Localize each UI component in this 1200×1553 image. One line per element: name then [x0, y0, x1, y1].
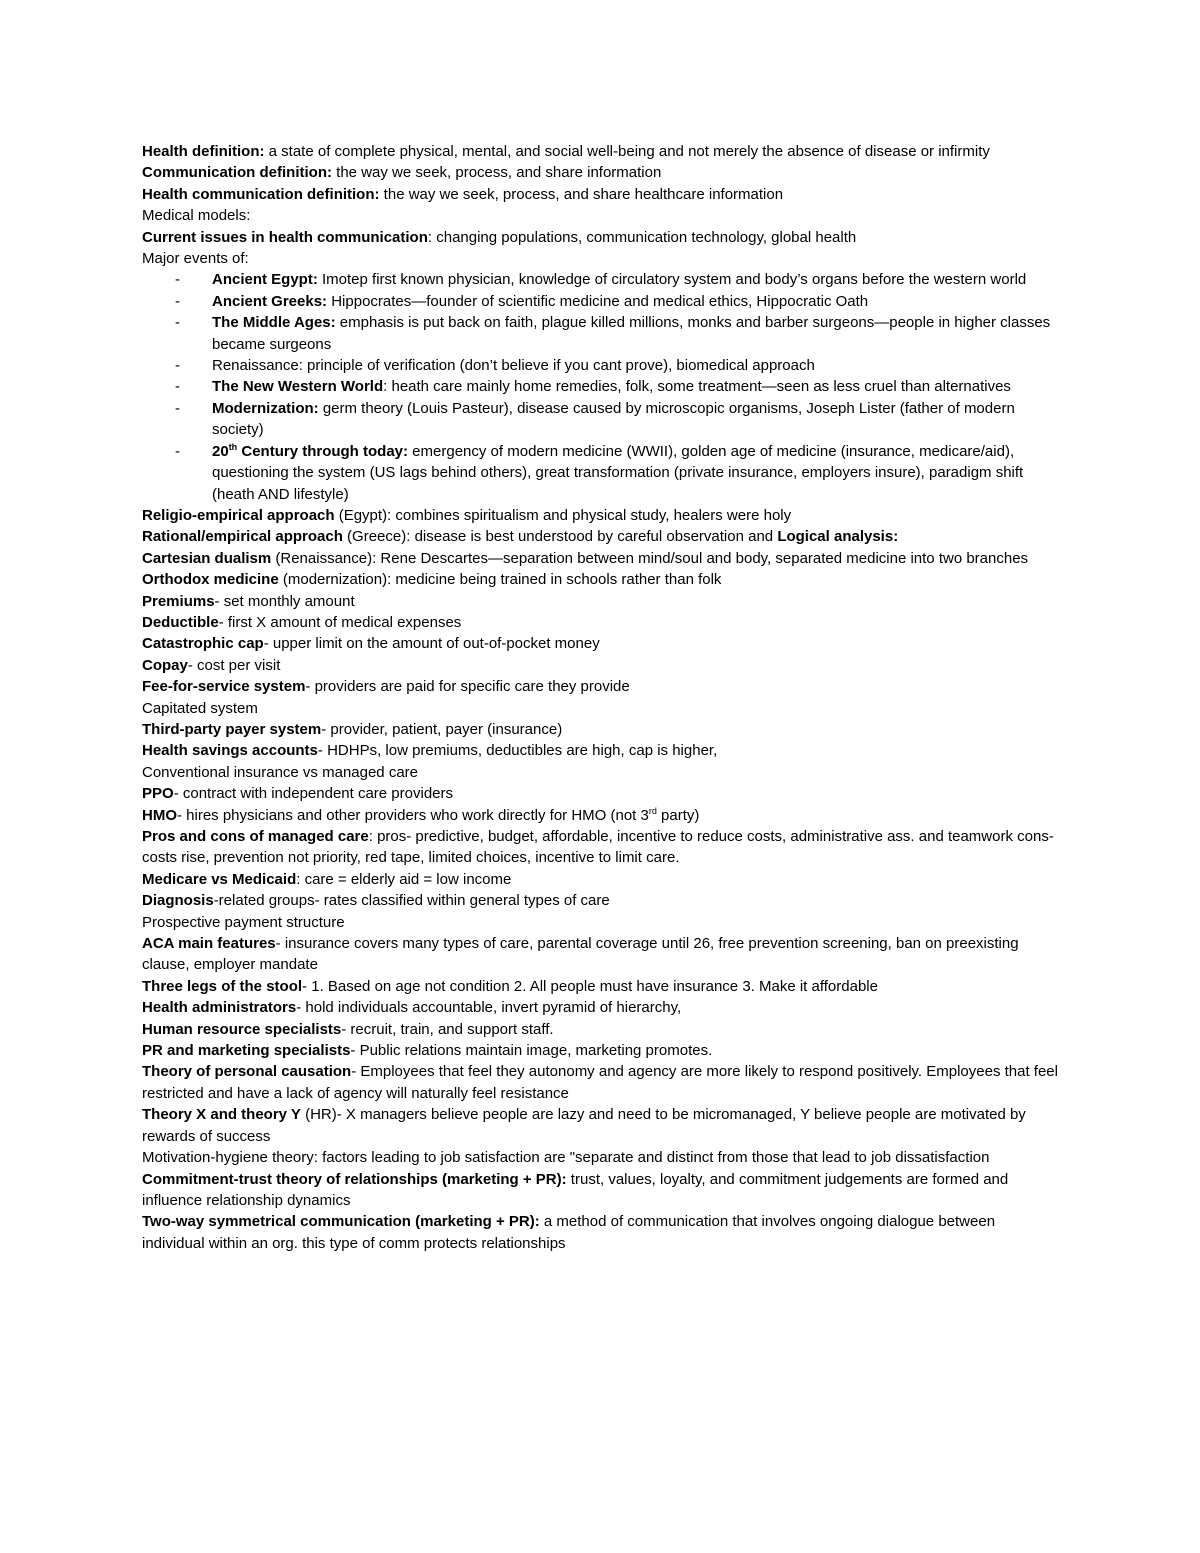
- definition-text: Hippocrates—founder of scientific medicine and medical ethics, Hippocratic Oath: [327, 292, 869, 310]
- definition-text: : heath care mainly home remedies, folk, some treatment—seen as less cruel than alternatives: [383, 378, 1011, 396]
- term: Pros and cons of managed care: [142, 828, 369, 845]
- event-item: [175, 269, 1060, 290]
- definition-text: - providers are paid for specific care they provide: [305, 678, 630, 696]
- term: Health savings accounts: [142, 742, 318, 760]
- event-item: [175, 376, 1060, 397]
- term: Rational/empirical approach: [142, 528, 343, 546]
- dash-bullet: -: [175, 314, 180, 332]
- definition-text: - hires physicians and other providers who work directly for HMO (not 3: [177, 806, 649, 824]
- term-rest: Century through today:: [237, 442, 409, 460]
- note-line: [142, 227, 1060, 248]
- definition-text: - hold individuals accountable, invert pyramid of hierarchy,: [296, 999, 682, 1017]
- term: Third-party payer system: [142, 720, 322, 738]
- term: Ancient Greeks:: [212, 292, 328, 310]
- definition-text: - Public relations maintain image, marketing promotes.: [350, 1042, 713, 1060]
- event-item: [175, 441, 1060, 505]
- definition-text: Conventional insurance vs managed care: [142, 763, 418, 781]
- definition-text: emergency of modern medicine (WWII), golden age of medicine (insurance, medicare/aid), questioning the system (US lags behind others), great transformation (private insurance, employers insure), paradigm shift (heath AND lifestyle): [212, 442, 1024, 503]
- note-line: [142, 997, 1060, 1018]
- event-item: [175, 398, 1060, 441]
- definition-text: - 1. Based on age not condition 2. All people must have insurance 3. Make it affordable: [302, 977, 878, 995]
- term: Orthodox medicine: [142, 571, 279, 589]
- definition-text: (Egypt): combines spiritualism and physical study, healers were holy: [334, 506, 792, 524]
- term: Health definition:: [142, 143, 265, 160]
- definition-text: - contract with independent care providers: [173, 785, 454, 803]
- definition-text: - insurance covers many types of care, parental coverage until 26, free prevention screening, ban on preexisting clause, employer mandate: [142, 935, 1019, 974]
- term: Premiums: [142, 592, 215, 610]
- term: The New Western World: [212, 378, 384, 396]
- definition-text: - provider, patient, payer (insurance): [321, 720, 563, 738]
- definition-text: emphasis is put back on faith, plague killed millions, monks and barber surgeons—people in higher classes became surgeons: [212, 314, 1051, 353]
- dash-bullet: -: [175, 271, 180, 289]
- term: Communication definition:: [142, 164, 332, 182]
- event-item: [175, 291, 1060, 312]
- term: Commitment-trust theory of relationships (marketing + PR):: [142, 1170, 567, 1188]
- definition-text: - Employees that feel they autonomy and agency are more likely to respond positively. Employees that feel restricted and have a lack of agency will naturally feel resistance: [142, 1063, 1058, 1102]
- term: Human resource specialists: [142, 1020, 342, 1038]
- note-line: [142, 633, 1060, 654]
- note-line: [142, 676, 1060, 697]
- note-line: [142, 698, 1060, 719]
- definition-text: the way we seek, process, and share information: [331, 164, 662, 182]
- definition-text: party): [656, 806, 700, 824]
- term: HMO: [142, 806, 177, 824]
- definition-text: a method of communication that involves ongoing dialogue between individual within an org. this type of comm protects relationships: [142, 1213, 996, 1252]
- term: Health communication definition:: [142, 185, 380, 203]
- term: Deductible: [142, 613, 219, 631]
- definition-text: -related groups- rates classified within general types of care: [213, 892, 610, 910]
- note-line: [142, 612, 1060, 633]
- definition-text: : changing populations, communication technology, global health: [427, 228, 857, 246]
- note-line: [142, 1040, 1060, 1061]
- event-item: [175, 355, 1060, 376]
- note-line: [142, 526, 1060, 547]
- event-item: [175, 312, 1060, 355]
- term: Diagnosis: [142, 892, 214, 910]
- note-line: [142, 740, 1060, 761]
- note-line: [142, 548, 1060, 569]
- term: Current issues in health communication: [142, 228, 428, 246]
- term: Medicare vs Medicaid: [142, 870, 297, 888]
- term: PPO: [142, 785, 174, 803]
- definition-text: the way we seek, process, and share healthcare information: [379, 185, 784, 203]
- term: Theory X and theory Y: [142, 1106, 301, 1124]
- note-line: [142, 1104, 1060, 1147]
- definition-text: - first X amount of medical expenses: [218, 613, 462, 631]
- term: Health administrators: [142, 999, 297, 1017]
- definition-text: - recruit, train, and support staff.: [341, 1020, 554, 1038]
- definition-text: - set monthly amount: [214, 592, 355, 610]
- term: Catastrophic cap: [142, 635, 264, 653]
- definition-text: : care = elderly aid = low income: [296, 870, 512, 888]
- dash-bullet: -: [175, 442, 180, 460]
- note-line: [142, 933, 1060, 976]
- note-line: [142, 869, 1060, 890]
- note-line: [142, 1019, 1060, 1040]
- dash-bullet: -: [175, 357, 180, 375]
- note-line: [142, 719, 1060, 740]
- term: Logical analysis:: [777, 528, 899, 546]
- definition-text: germ theory (Louis Pasteur), disease caused by microscopic organisms, Joseph Lister (father of modern society): [212, 399, 1015, 439]
- term-number: 20: [212, 442, 229, 460]
- term: The Middle Ages:: [212, 314, 336, 332]
- definition-text: Medical models:: [142, 207, 251, 225]
- term: Ancient Egypt:: [212, 271, 318, 289]
- note-line: [142, 890, 1060, 911]
- ordinal-suffix: th: [228, 441, 238, 452]
- dash-bullet: -: [175, 292, 180, 310]
- note-line: [142, 1169, 1060, 1212]
- definition-text: - upper limit on the amount of out-of-pocket money: [263, 635, 600, 653]
- definition-text: : pros- predictive, budget, affordable, incentive to reduce costs, administrative ass. and teamwork cons- costs rise, prevention not priority, red tape, limited choices, incentive to limit care.: [142, 828, 1054, 867]
- definition-text: Imotep first known physician, knowledge of circulatory system and body’s organs before the western world: [317, 271, 1027, 289]
- definition-text: (modernization): medicine being trained in schools rather than folk: [278, 571, 722, 589]
- note-line: [142, 162, 1060, 183]
- term: Modernization:: [212, 399, 319, 417]
- definition-text: - HDHPs, low premiums, deductibles are high, cap is higher,: [317, 742, 718, 760]
- term: Cartesian dualism: [142, 549, 272, 567]
- note-line: [142, 826, 1060, 869]
- term: Three legs of the stool: [142, 977, 303, 995]
- note-line: [142, 569, 1060, 590]
- term: Religio-empirical approach: [142, 506, 335, 524]
- note-line: [142, 1061, 1060, 1104]
- note-line: [142, 805, 1060, 826]
- major-events-list: [142, 269, 1060, 504]
- dash-bullet: -: [175, 399, 180, 417]
- note-line: [142, 912, 1060, 933]
- note-line: [142, 505, 1060, 526]
- term: Two-way symmetrical communication (marketing + PR):: [142, 1213, 540, 1231]
- definition-text: (Greece): disease is best understood by careful observation and: [342, 528, 778, 546]
- term: ACA main features: [142, 935, 276, 953]
- term: PR and marketing specialists: [142, 1042, 351, 1060]
- note-line: [142, 783, 1060, 804]
- definition-text: a state of complete physical, mental, and social well-being and not merely the absence of disease or infirmity: [264, 143, 990, 160]
- note-line: [142, 1211, 1060, 1254]
- term: Copay: [142, 656, 188, 674]
- definition-text: Motivation-hygiene theory: factors leading to job satisfaction are "separate and distinct from those that lead to job dissatisfaction: [142, 1149, 990, 1167]
- dash-bullet: -: [175, 378, 180, 396]
- definition-text: Prospective payment structure: [142, 913, 345, 931]
- definition-text: (HR)- X managers believe people are lazy and need to be micromanaged, Y believe people are motivated by rewards of success: [142, 1106, 1026, 1145]
- note-line: [142, 248, 1060, 269]
- note-line: [142, 141, 1060, 162]
- definition-text: Major events of:: [142, 250, 249, 268]
- definition-text: (Renaissance): Rene Descartes—separation between mind/soul and body, separated medicine into two branches: [271, 549, 1029, 567]
- note-line: [142, 655, 1060, 676]
- term: Fee-for-service system: [142, 678, 306, 696]
- term: [212, 443, 408, 460]
- note-line: [142, 1147, 1060, 1168]
- note-line: [142, 976, 1060, 997]
- note-line: [142, 205, 1060, 226]
- note-line: [142, 591, 1060, 612]
- note-line: [142, 762, 1060, 783]
- definition-text: trust, values, loyalty, and commitment judgements are formed and influence relationship dynamics: [142, 1170, 1009, 1209]
- definition-text: Capitated system: [142, 699, 258, 717]
- ordinal-suffix: rd: [648, 805, 657, 816]
- definition-text: Renaissance: principle of verification (don’t believe if you cant prove), biomedical approach: [212, 357, 815, 375]
- note-line: [142, 184, 1060, 205]
- definition-text: - cost per visit: [187, 656, 281, 674]
- term: Theory of personal causation: [142, 1063, 352, 1081]
